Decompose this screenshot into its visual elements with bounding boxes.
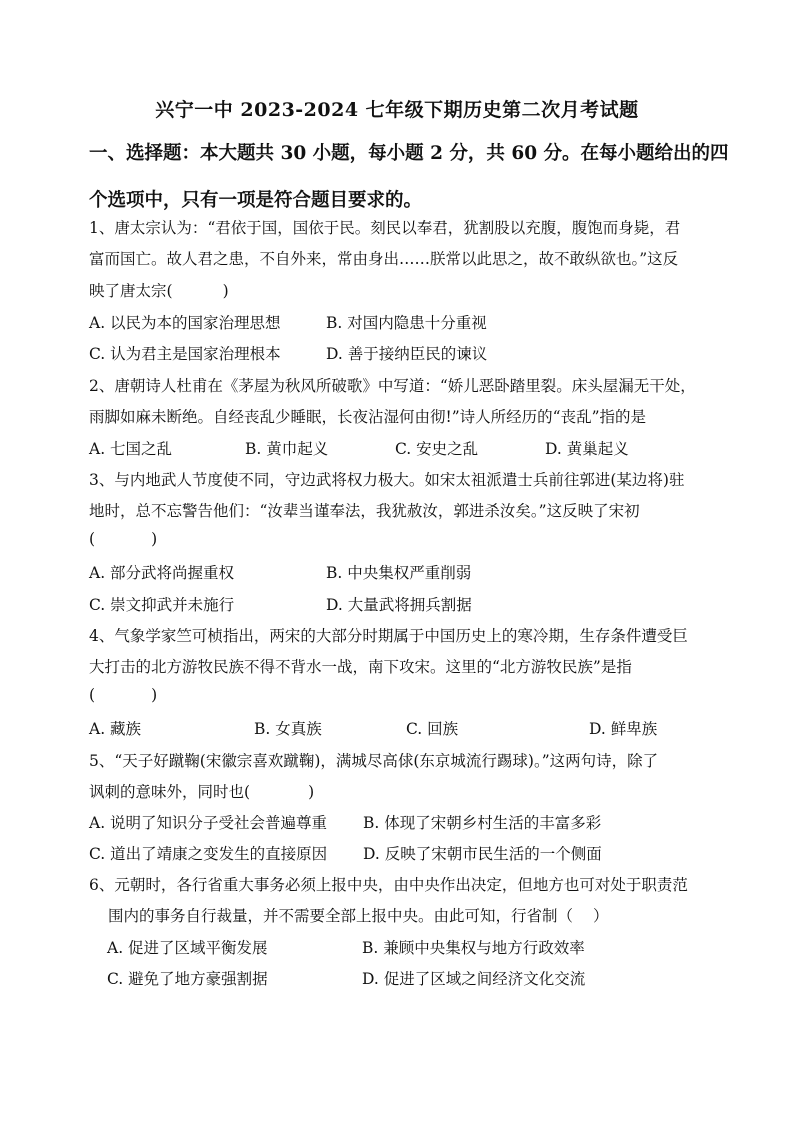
- q1-option-c: C. 认为君主是国家治理根本: [89, 345, 281, 363]
- q3-option-d: D. 大量武将拥兵割据: [326, 596, 472, 614]
- q5-option-b: B. 体现了宋朝乡村生活的丰富多彩: [363, 814, 602, 832]
- section-heading-line-2: 个选项中，只有一项是符合题目要求的。: [89, 190, 423, 211]
- q4-option-b: B. 女真族: [254, 720, 322, 738]
- q1-option-a: A. 以民为本的国家治理思想: [89, 314, 281, 332]
- q1-stem-end: 映了唐太宗(: [89, 282, 173, 300]
- q4-option-d: D. 鲜卑族: [589, 720, 658, 738]
- q2-line-2: 雨脚如麻未断绝。自经丧乱少睡眠，长夜沾湿何由彻!”诗人所经历的“丧乱”指的是: [89, 408, 647, 426]
- q3-option-b: B. 中央集权严重削弱: [326, 564, 472, 582]
- q3-line-2: 地时，总不忘警告他们：“汝辈当谨奉法，我犹赦汝，郭进杀汝矣。”这反映了宋初: [89, 502, 640, 520]
- q1-close-paren: ): [222, 282, 229, 300]
- q1-line-3: [89, 279, 229, 301]
- q3-line-1: 3、与内地武人节度使不同，守边武将权力极大。如宋太祖派遣士兵前往郭进(某边将)驻: [89, 471, 685, 489]
- q6-line-2: [108, 904, 609, 926]
- q6-close-paren: ）: [593, 907, 609, 925]
- q1-line-1: 1、唐太宗认为：“君依于国，国依于民。刻民以奉君，犹割股以充腹，腹饱而身毙，君: [89, 219, 681, 237]
- q6-option-c: C. 避免了地方豪强割据: [107, 970, 268, 988]
- q1-option-b: B. 对国内隐患十分重视: [326, 314, 487, 332]
- q4-option-c: C. 回族: [406, 720, 459, 738]
- q4-close-paren: ): [151, 686, 158, 704]
- q4-open-paren: (: [89, 686, 96, 704]
- q3-close-paren: ): [151, 530, 158, 548]
- q2-option-a: A. 七国之乱: [89, 440, 173, 458]
- q1-line-2: 富而国亡。故人君之患，不自外来，常由身出……朕常以此思之，故不敢纵欲也。”这反: [89, 250, 679, 268]
- q5-option-d: D. 反映了宋朝市民生活的一个侧面: [363, 845, 602, 863]
- q4-option-a: A. 藏族: [89, 720, 142, 738]
- q2-line-1: 2、唐朝诗人杜甫在《茅屋为秋风所破歌》中写道：“娇儿恶卧踏里裂。床头屋漏无干处，: [89, 377, 696, 395]
- q5-line-2: [89, 780, 314, 802]
- q4-line-2: 大打击的北方游牧民族不得不背水一战，南下攻宋。这里的“北方游牧民族”是指: [89, 658, 632, 676]
- q6-option-b: B. 兼顾中央集权与地方行政效率: [362, 939, 585, 957]
- q2-option-d: D. 黄巢起义: [545, 440, 629, 458]
- exam-title: 兴宁一中 2023-2024 七年级下期历史第二次月考试题: [155, 99, 639, 121]
- q1-option-d: D. 善于接纳臣民的谏议: [326, 345, 488, 363]
- q6-option-d: D. 促进了区域之间经济文化交流: [362, 970, 586, 988]
- section-heading: [89, 130, 729, 224]
- q4-line-1: 4、气象学家竺可桢指出，两宋的大部分时期属于中国历史上的寒冷期，生存条件遭受巨: [89, 627, 688, 645]
- q2-option-c: C. 安史之乱: [395, 440, 479, 458]
- q5-close-paren: ): [308, 783, 315, 801]
- q2-option-b: B. 黄巾起义: [245, 440, 329, 458]
- q6-line-1: 6、元朝时，各行省重大事务必须上报中央，由中央作出决定，但地方也可对处于职责范: [89, 876, 688, 894]
- q6-stem-end: 围内的事务自行裁量，并不需要全部上报中央。由此可知，行省制（: [108, 907, 574, 925]
- section-heading-line-1: 一、选择题：本大题共 30 小题，每小题 2 分，共 60 分。在每小题给出的四: [89, 143, 729, 164]
- q4-line-3: [89, 686, 157, 704]
- q3-line-3: [89, 530, 157, 548]
- q3-option-a: A. 部分武将尚握重权: [89, 564, 235, 582]
- q3-open-paren: (: [89, 530, 96, 548]
- q5-option-a: A. 说明了知识分子受社会普遍尊重: [89, 814, 328, 832]
- q3-option-c: C. 崇文抑武并未施行: [89, 596, 235, 614]
- q5-line-1: 5、“天子好蹴鞠(宋徽宗喜欢蹴鞠)，满城尽高俅(东京城流行踢球)。”这两句诗，除了: [89, 752, 659, 770]
- q6-option-a: A. 促进了区域平衡发展: [107, 939, 268, 957]
- q5-option-c: C. 道出了靖康之变发生的直接原因: [89, 845, 328, 863]
- q5-stem-end: 讽刺的意味外，同时也(: [89, 783, 251, 801]
